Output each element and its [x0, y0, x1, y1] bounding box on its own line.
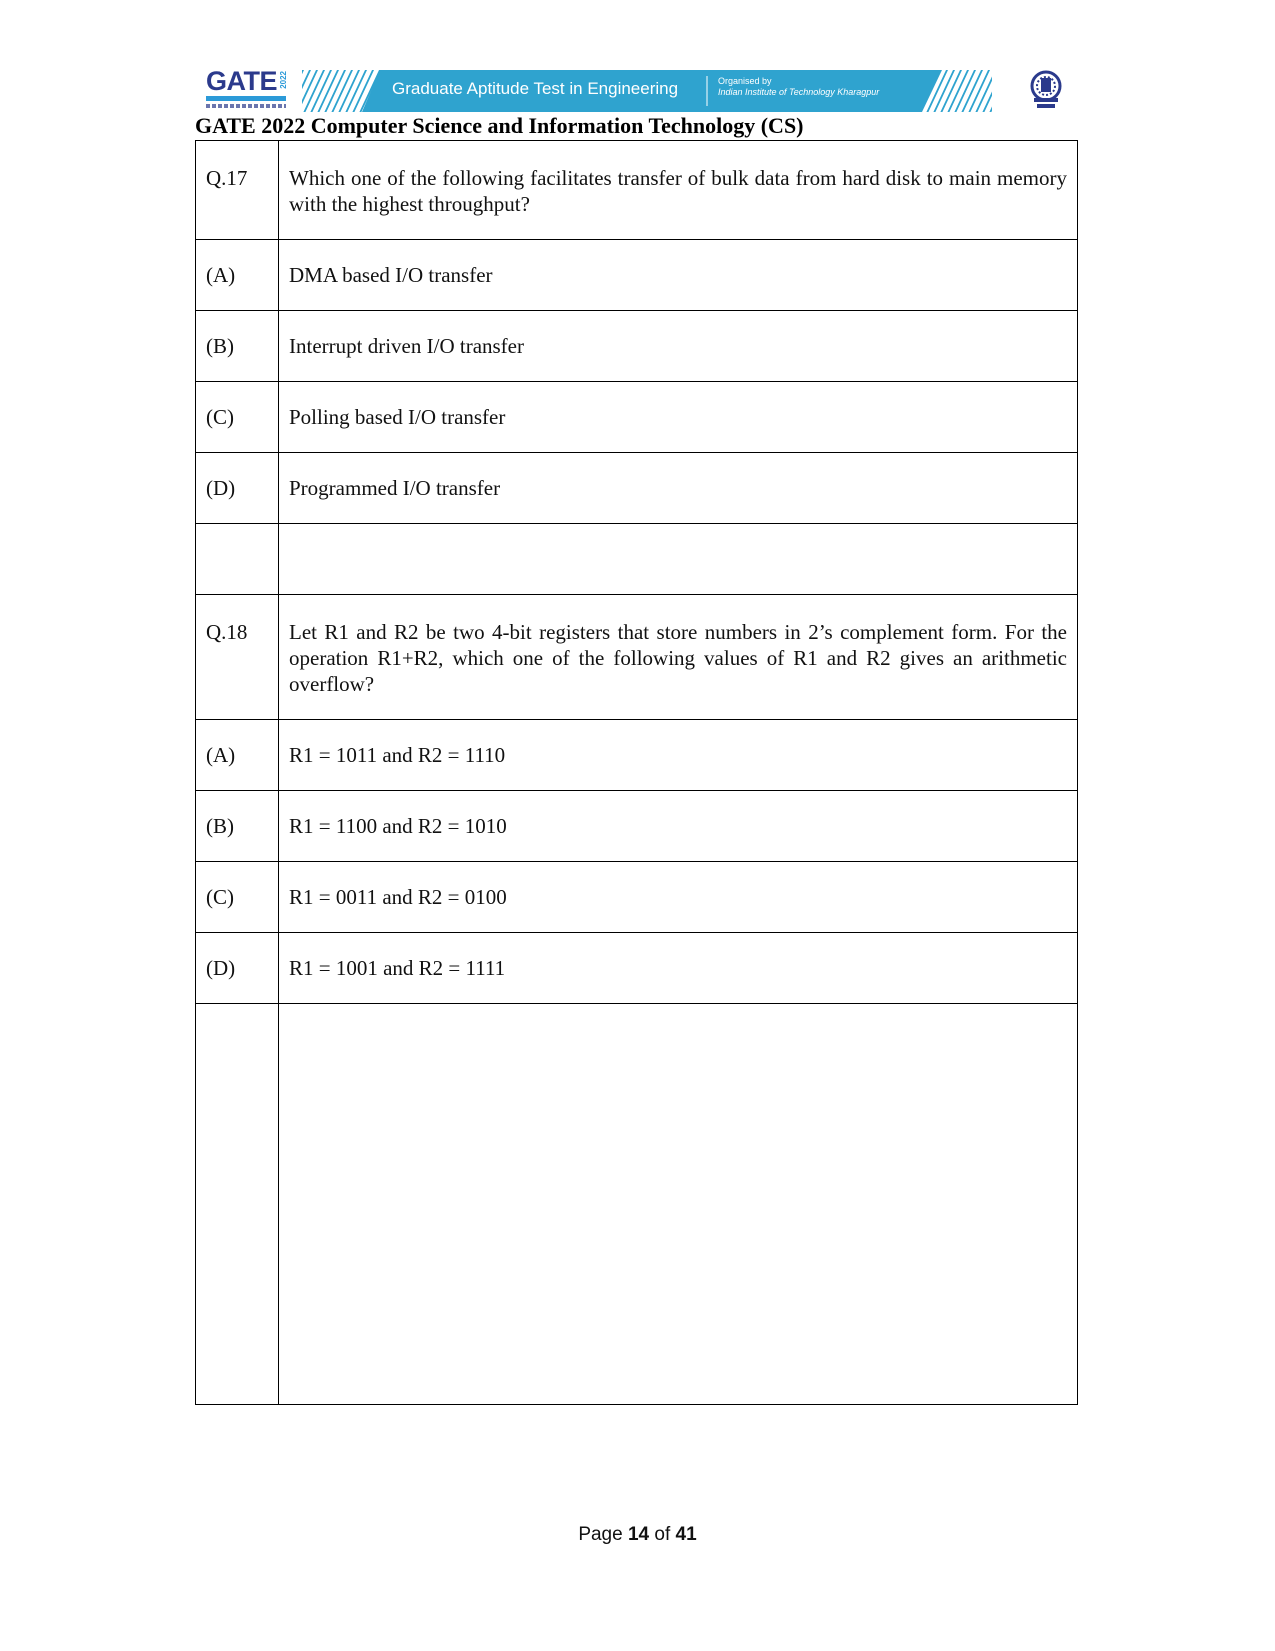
- option-text: Polling based I/O transfer: [279, 382, 1078, 453]
- empty-cell: [279, 1004, 1078, 1405]
- option-label: (A): [196, 720, 279, 791]
- option-label: (D): [196, 453, 279, 524]
- iit-kharagpur-emblem-icon: [1026, 68, 1066, 112]
- question-text: Let R1 and R2 be two 4-bit registers that store numbers in 2’s complement form. For the operation R1+R2, which one of the following values of R1 and R2 gives an arithmetic overflow?: [279, 595, 1078, 720]
- page-total: 41: [675, 1524, 697, 1545]
- option-row: [196, 720, 1078, 791]
- header-banner: [302, 70, 992, 112]
- option-label: (B): [196, 791, 279, 862]
- gate-logo-year: 2022: [279, 71, 288, 89]
- option-text: Programmed I/O transfer: [279, 453, 1078, 524]
- option-label: (A): [196, 240, 279, 311]
- spacer-row: [196, 524, 1078, 595]
- option-row: [196, 791, 1078, 862]
- option-text: R1 = 1011 and R2 = 1110: [279, 720, 1078, 791]
- page-current: 14: [627, 1524, 650, 1545]
- option-label: (D): [196, 933, 279, 1004]
- banner-title: Graduate Aptitude Test in Engineering: [392, 79, 679, 98]
- empty-cell: [196, 524, 279, 595]
- option-row: [196, 933, 1078, 1004]
- document-title: GATE 2022 Computer Science and Information Technology (CS): [195, 113, 804, 138]
- option-text: R1 = 0011 and R2 = 0100: [279, 862, 1078, 933]
- page-of: of: [654, 1524, 671, 1545]
- page-header: [206, 68, 1066, 114]
- organised-by-label: Organised by: [718, 76, 772, 86]
- empty-cell: [196, 1004, 279, 1405]
- option-row: [196, 453, 1078, 524]
- question-row: [196, 141, 1078, 240]
- option-text: Interrupt driven I/O transfer: [279, 311, 1078, 382]
- option-row: [196, 240, 1078, 311]
- gate-logo: [206, 68, 288, 114]
- option-label: (B): [196, 311, 279, 382]
- blank-answer-row: [196, 1004, 1078, 1405]
- question-text: Which one of the following facilitates transfer of bulk data from hard disk to main memory with the highest throughput?: [279, 141, 1078, 240]
- gate-logo-stripe: [206, 96, 286, 101]
- organiser-text: [718, 76, 879, 98]
- institute-name: Indian Institute of Technology Kharagpur: [718, 87, 880, 97]
- question-table: [195, 140, 1078, 1405]
- option-text: R1 = 1100 and R2 = 1010: [279, 791, 1078, 862]
- empty-cell: [279, 524, 1078, 595]
- question-number: Q.18: [196, 595, 279, 720]
- option-row: [196, 862, 1078, 933]
- page-footer: [0, 1524, 1275, 1546]
- option-label: (C): [196, 382, 279, 453]
- option-row: [196, 382, 1078, 453]
- option-text: DMA based I/O transfer: [279, 240, 1078, 311]
- gate-logo-text: GATE: [206, 66, 277, 96]
- page-prefix: Page: [578, 1524, 623, 1545]
- gate-logo-tagline: [206, 104, 286, 108]
- option-label: (C): [196, 862, 279, 933]
- option-text: R1 = 1001 and R2 = 1111: [279, 933, 1078, 1004]
- option-row: [196, 311, 1078, 382]
- question-row: [196, 595, 1078, 720]
- question-number: Q.17: [196, 141, 279, 240]
